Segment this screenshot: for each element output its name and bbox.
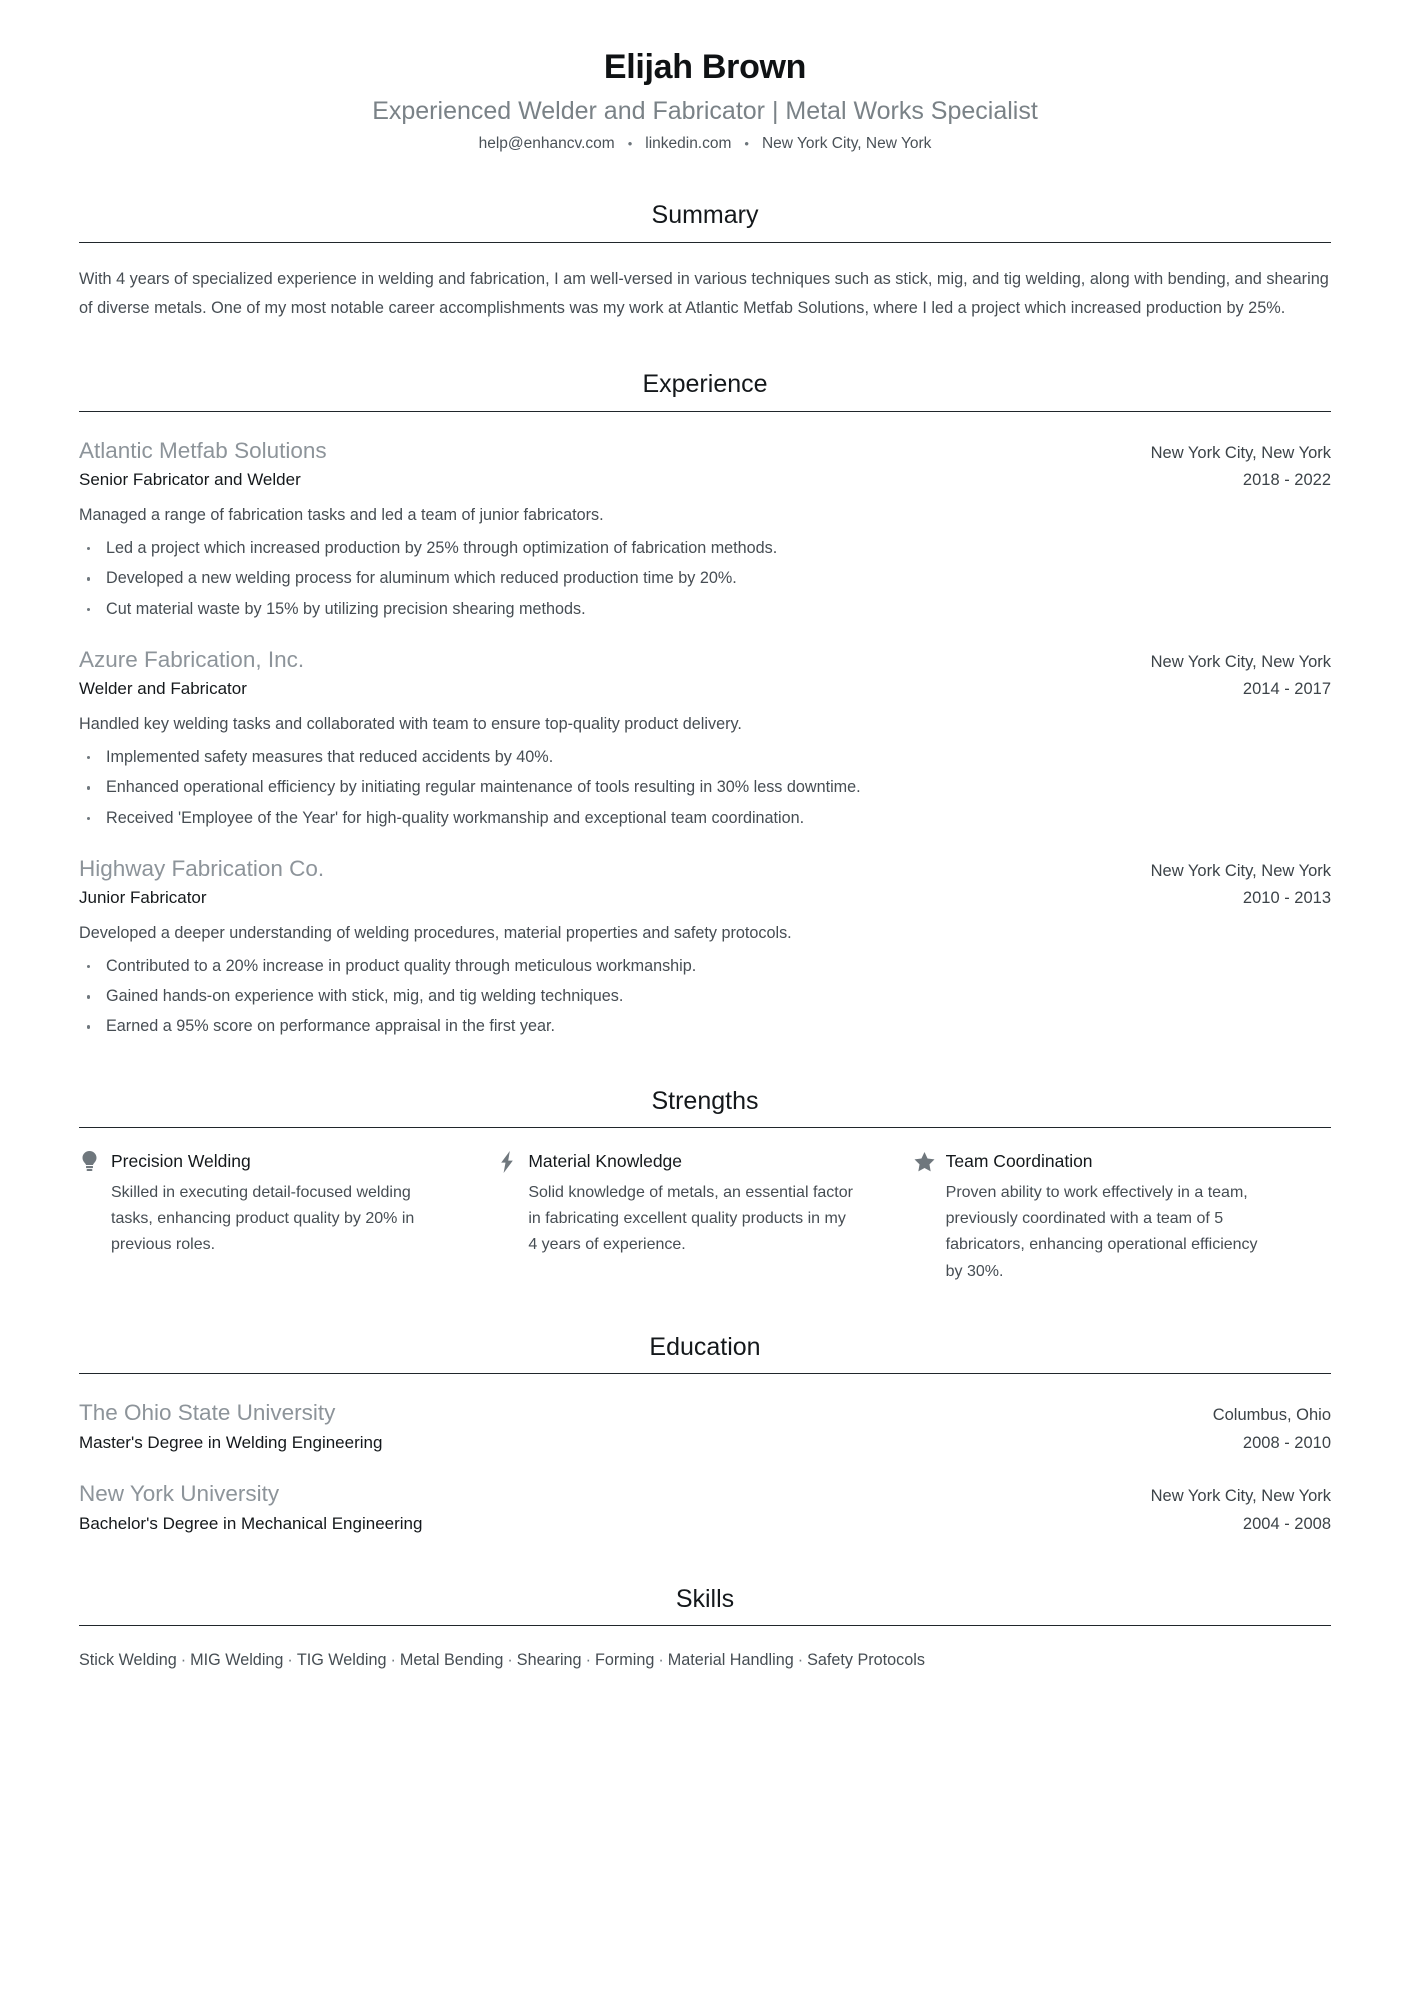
job-location: New York City, New York: [1150, 861, 1331, 880]
education-entry-header: [79, 1398, 1331, 1455]
education-entry-header: [79, 1479, 1331, 1536]
job-dates: 2018 - 2022: [1242, 471, 1331, 490]
experience-entry-header: [79, 854, 1331, 911]
education-entry-left: [79, 1398, 1189, 1455]
section-title-strengths: Strengths: [651, 1086, 759, 1115]
skill-item: Stick Welding: [79, 1651, 177, 1670]
contact-linkedin[interactable]: linkedin.com: [645, 135, 732, 153]
section-divider: [79, 1625, 1331, 1626]
job-dates: 2014 - 2017: [1242, 680, 1331, 698]
section-title-skills: Skills: [675, 1584, 735, 1613]
job-bullet: Enhanced operational efficiency by initiating regular maintenance of tools resulting in 30% less downtime.: [79, 776, 1331, 799]
job-description: Managed a range of fabrication tasks and led a team of junior fabricators.: [79, 505, 604, 524]
job-role: Junior Fabricator: [79, 887, 207, 907]
strength-description: Skilled in executing detail-focused welding tasks, enhancing product quality by 20% in previous roles.: [111, 1184, 415, 1254]
strength-header: [79, 1150, 438, 1173]
lightbulb-icon: [79, 1151, 100, 1172]
experience-entry-right: [1127, 651, 1331, 702]
section-divider: [79, 242, 1331, 243]
school-name: The Ohio State University: [79, 1400, 336, 1426]
skill-separator: ·: [507, 1651, 513, 1670]
skill-separator: ·: [390, 1651, 396, 1670]
experience-entry-header: [79, 436, 1331, 493]
education-entry-right: [1127, 1485, 1331, 1536]
skill-item: Safety Protocols: [807, 1651, 925, 1670]
education-entry: [79, 1479, 1331, 1536]
skill-item: Shearing: [516, 1651, 582, 1670]
job-bullet: Contributed to a 20% increase in product quality through meticulous workmanship.: [79, 955, 1331, 978]
job-role: Welder and Fabricator: [79, 679, 247, 699]
candidate-job-title: Experienced Welder and Fabricator | Metal Works Specialist: [372, 96, 1038, 125]
section-divider: [79, 1373, 1331, 1374]
skill-separator: ·: [797, 1651, 804, 1670]
degree-name: Master's Degree in Welding Engineering: [79, 1432, 383, 1452]
contact-separator-icon: •: [744, 135, 749, 151]
job-bullet: Earned a 95% score on performance appraisal in the first year.: [79, 1015, 1331, 1038]
star-icon: [914, 1151, 935, 1172]
job-bullet: Gained hands-on experience with stick, mig, and tig welding techniques.: [79, 985, 1331, 1008]
section-education: [79, 1331, 1331, 1537]
skill-separator: ·: [585, 1651, 591, 1670]
skill-item: Forming: [594, 1651, 655, 1670]
job-description: Developed a deeper understanding of welding procedures, material properties and safety protocols.: [79, 923, 792, 942]
section-divider: [79, 1127, 1331, 1128]
job-bullet-list: [79, 746, 1331, 830]
strength-item: [496, 1150, 913, 1285]
job-location: New York City, New York: [1150, 652, 1331, 671]
experience-entry-right: [1127, 442, 1331, 493]
job-dates: 2010 - 2013: [1242, 888, 1331, 907]
education-entry: [79, 1398, 1331, 1455]
experience-entry: [79, 436, 1331, 621]
job-bullet-list: [79, 537, 1331, 621]
section-title-experience: Experience: [642, 370, 768, 399]
strength-name: Material Knowledge: [528, 1151, 683, 1172]
resume-header: [79, 46, 1331, 153]
job-location: New York City, New York: [1150, 443, 1331, 462]
school-dates: 2004 - 2008: [1242, 1514, 1331, 1533]
lightning-bolt-icon: [496, 1151, 517, 1172]
contact-row: [79, 135, 1331, 153]
job-bullet: Received 'Employee of the Year' for high-quality workmanship and exceptional team coordination.: [79, 807, 1331, 830]
skill-separator: ·: [287, 1651, 293, 1670]
experience-entry: [79, 645, 1331, 830]
section-summary: [79, 199, 1331, 322]
strength-name: Precision Welding: [111, 1151, 251, 1172]
experience-entry: [79, 854, 1331, 1039]
skill-item: Metal Bending: [399, 1651, 504, 1670]
section-title-education: Education: [649, 1332, 761, 1361]
contact-separator-icon: •: [627, 135, 633, 151]
candidate-name: Elijah Brown: [603, 48, 807, 86]
skill-item: TIG Welding: [296, 1651, 387, 1670]
strengths-grid: [79, 1150, 1331, 1285]
job-role: Senior Fabricator and Welder: [79, 470, 301, 490]
company-name: Atlantic Metfab Solutions: [79, 437, 327, 463]
strength-header: [496, 1150, 855, 1173]
school-location: Columbus, Ohio: [1212, 1406, 1331, 1425]
contact-email[interactable]: help@enhancv.com: [478, 135, 615, 153]
experience-entry-left: [79, 436, 1127, 493]
strength-item: [914, 1150, 1331, 1285]
skill-item: MIG Welding: [190, 1651, 284, 1670]
section-experience: [79, 368, 1331, 1038]
strength-description: Solid knowledge of metals, an essential factor in fabricating excellent quality products in my 4 years of experience.: [528, 1184, 853, 1254]
strength-name: Team Coordination: [945, 1151, 1093, 1172]
skill-separator: ·: [180, 1651, 187, 1670]
strength-description: Proven ability to work effectively in a team, previously coordinated with a team of 5 fabricators, enhancing operational efficiency by 30%.: [945, 1184, 1258, 1280]
school-location: New York City, New York: [1150, 1487, 1331, 1506]
degree-name: Bachelor's Degree in Mechanical Engineering: [79, 1513, 423, 1533]
section-strengths: [79, 1085, 1331, 1285]
contact-location: New York City, New York: [761, 135, 932, 153]
school-name: New York University: [79, 1481, 280, 1507]
job-description: Handled key welding tasks and collaborated with team to ensure top-quality product delivery.: [79, 714, 742, 733]
strength-item: [79, 1150, 496, 1285]
education-entry-left: [79, 1479, 1127, 1536]
job-bullet: Cut material waste by 15% by utilizing precision shearing methods.: [79, 598, 1331, 621]
company-name: Azure Fabrication, Inc.: [79, 646, 305, 672]
experience-entry-left: [79, 645, 1127, 702]
education-entry-right: [1189, 1404, 1331, 1455]
job-bullet: Implemented safety measures that reduced accidents by 40%.: [79, 746, 1331, 769]
skills-list: [79, 1648, 1331, 1674]
school-dates: 2008 - 2010: [1242, 1433, 1331, 1452]
section-title-summary: Summary: [651, 201, 759, 230]
company-name: Highway Fabrication Co.: [79, 855, 325, 881]
skill-separator: ·: [658, 1651, 664, 1670]
experience-entry-left: [79, 854, 1127, 911]
summary-text: With 4 years of specialized experience in welding and fabrication, I am well-versed in various techniques such as stick, mig, and tig welding, along with bending, and shearing of diverse metals. One of my most notable career accomplishments was my work at Atlantic Metfab Solutions, where I led a project which increased production by 25%.: [79, 269, 1329, 317]
section-skills: [79, 1583, 1331, 1674]
experience-entry-header: [79, 645, 1331, 702]
strength-header: [914, 1150, 1273, 1173]
skill-item: Material Handling: [667, 1651, 794, 1670]
job-bullet-list: [79, 955, 1331, 1039]
job-bullet: Developed a new welding process for aluminum which reduced production time by 20%.: [79, 567, 1331, 590]
section-divider: [79, 411, 1331, 412]
job-bullet: Led a project which increased production by 25% through optimization of fabrication methods.: [79, 537, 1331, 560]
experience-entry-right: [1127, 860, 1331, 911]
